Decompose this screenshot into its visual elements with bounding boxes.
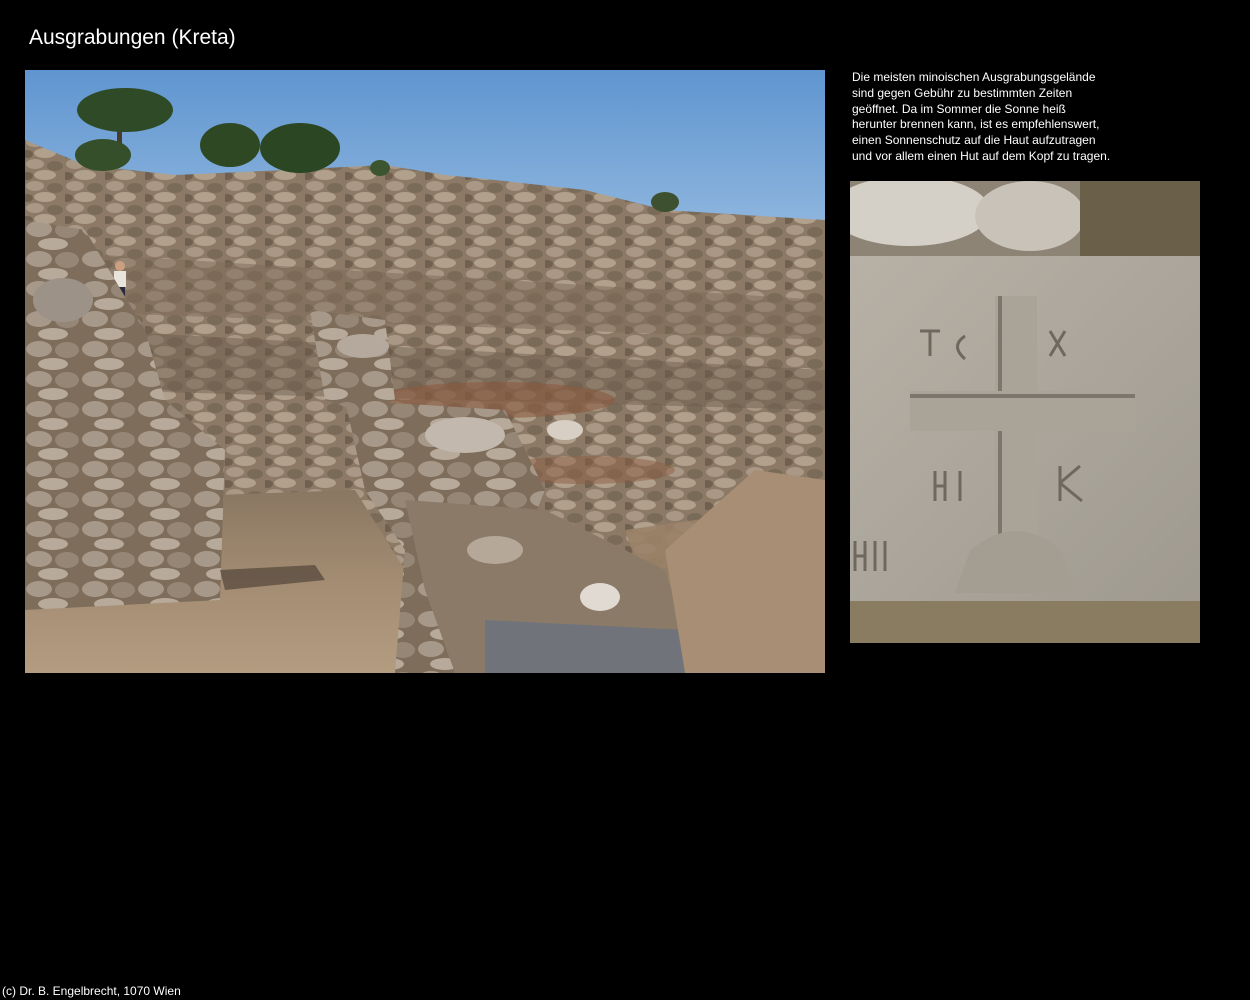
page-title: Ausgrabungen (Kreta) bbox=[29, 26, 236, 49]
excavation-site-photo[interactable] bbox=[25, 70, 825, 673]
carved-cross-photo[interactable] bbox=[850, 181, 1200, 643]
description-line: herunter brennen kann, ist es empfehlenswert, bbox=[852, 117, 1100, 132]
description-line: und vor allem einen Hut auf dem Kopf zu tragen. bbox=[852, 148, 1111, 163]
site-description bbox=[852, 70, 1152, 165]
description-line: geöffnet. Da im Sommer die Sonne heiß bbox=[852, 101, 1066, 116]
copyright-footer: (c) Dr. B. Engelbrecht, 1070 Wien bbox=[2, 984, 181, 998]
description-line: Die meisten minoischen Ausgrabungsgelände bbox=[852, 70, 1096, 84]
description-line: sind gegen Gebühr zu bestimmten Zeiten bbox=[852, 85, 1073, 100]
description-line: einen Sonnenschutz auf die Haut aufzutragen bbox=[852, 133, 1096, 148]
